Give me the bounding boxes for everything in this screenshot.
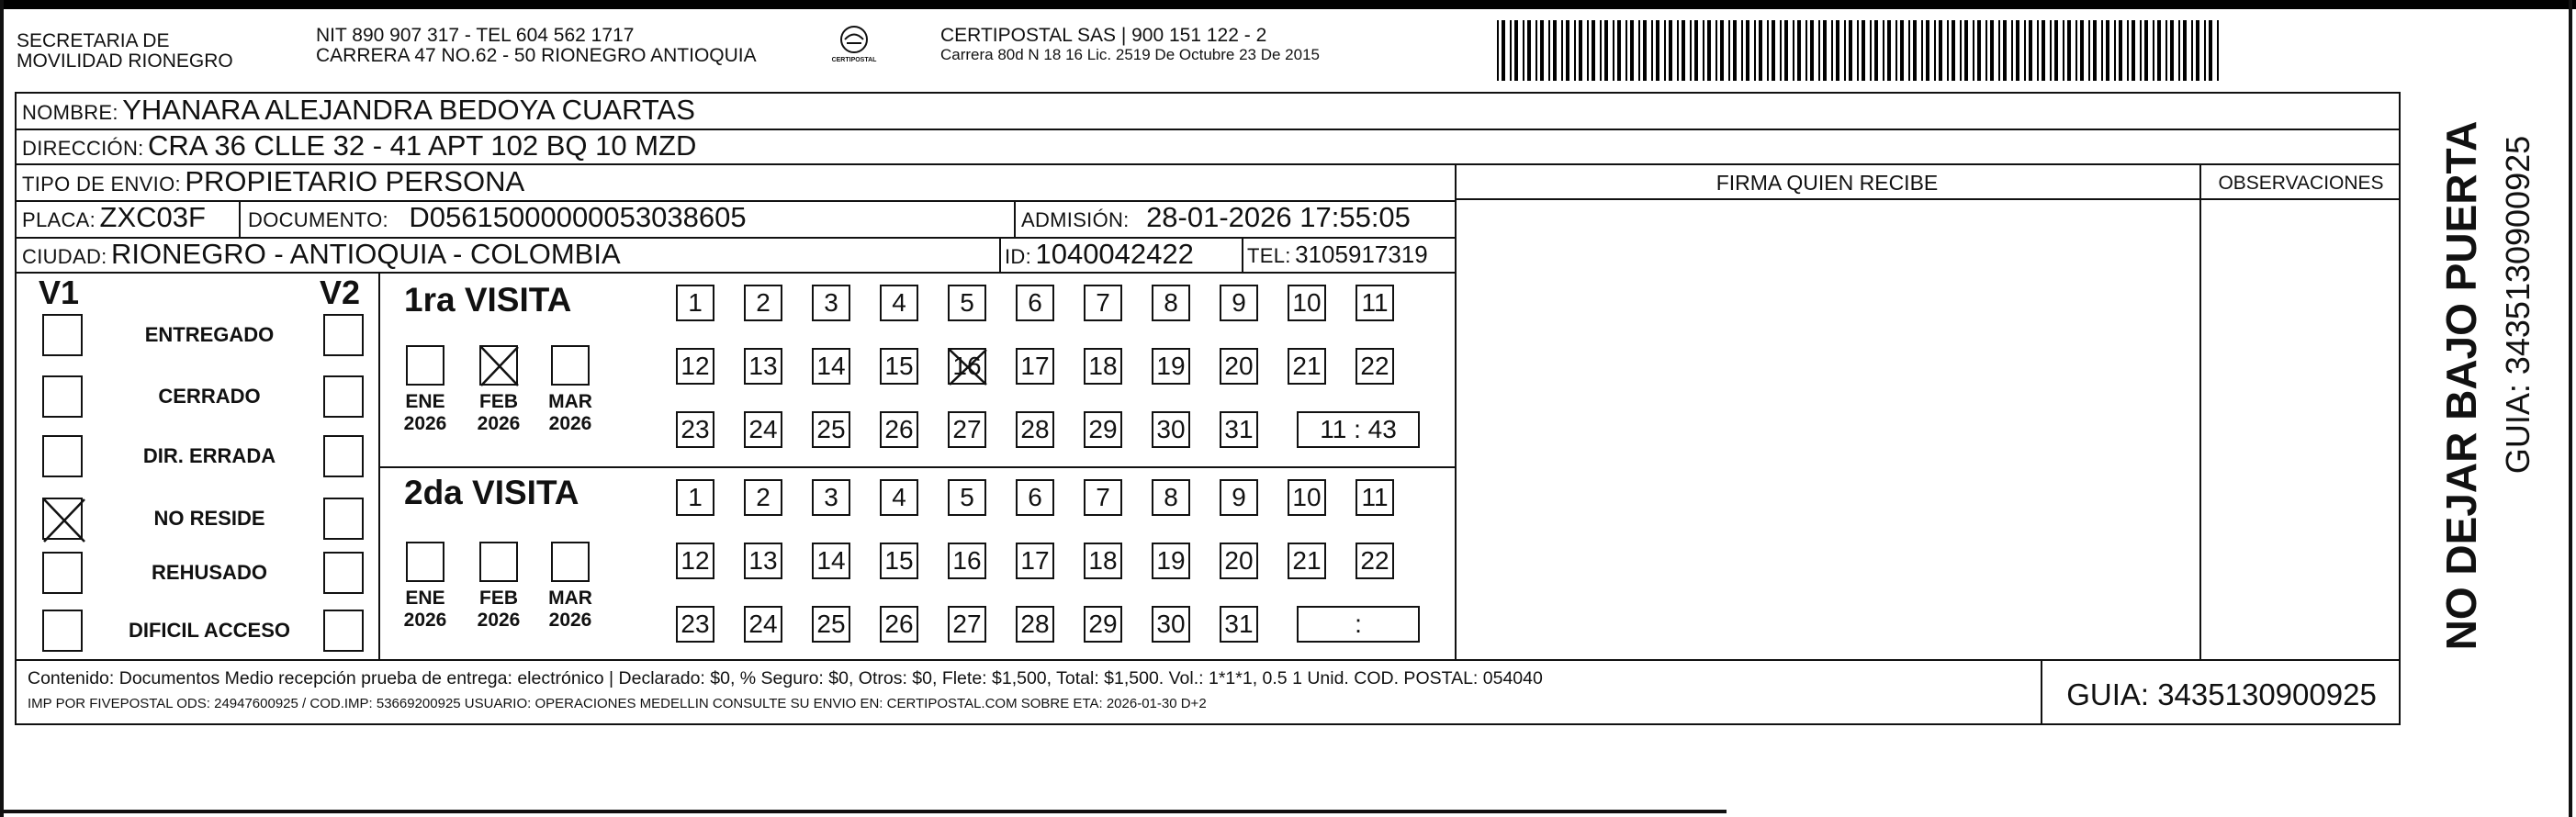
barcode-bar xyxy=(1566,20,1569,81)
day-box[interactable]: 16 xyxy=(948,348,986,385)
barcode-bar xyxy=(1772,20,1775,81)
barcode-bar xyxy=(1600,20,1602,81)
day-box[interactable]: 12 xyxy=(676,348,714,385)
barcode-bar xyxy=(1741,20,1743,81)
month-year: 2026 xyxy=(477,413,521,434)
month-year: 2026 xyxy=(548,413,592,434)
month-name: ENE xyxy=(405,391,445,412)
barcode-bar xyxy=(2042,20,2045,81)
tel-divider xyxy=(1242,237,1243,272)
barcode-bar xyxy=(1656,20,1659,81)
month-label xyxy=(467,588,531,632)
barcode-bar xyxy=(1535,20,1537,81)
ciudad-value: RIONEGRO - ANTIOQUIA - COLOMBIA xyxy=(111,238,621,270)
id-field xyxy=(1005,238,1194,271)
day-box[interactable]: 7 xyxy=(1084,479,1122,516)
barcode-bar xyxy=(2101,20,2103,81)
barcode-bar xyxy=(1540,20,1544,81)
barcode-bar xyxy=(2170,20,2174,81)
placa-value: ZXC03F xyxy=(99,201,206,233)
tipo-value: PROPIETARIO PERSONA xyxy=(185,165,525,197)
nombre-label: NOMBRE: xyxy=(22,101,118,124)
time-box[interactable]: : xyxy=(1297,606,1420,643)
barcode-bar xyxy=(1767,20,1769,81)
barcode-bar xyxy=(2054,20,2058,81)
barcode xyxy=(1497,20,2222,81)
barcode-bar xyxy=(1707,20,1711,81)
barcode-bar xyxy=(1677,20,1679,81)
day-box[interactable]: 19 xyxy=(1152,543,1190,579)
visit-divider xyxy=(378,466,1457,468)
v2-checkbox[interactable] xyxy=(323,498,364,540)
day-box[interactable]: 25 xyxy=(812,411,850,448)
barcode-bar xyxy=(2191,20,2193,81)
barcode-bar xyxy=(1604,20,1608,81)
barcode-bar xyxy=(1810,20,1814,81)
barcode-bar xyxy=(2132,20,2135,81)
day-box[interactable]: 31 xyxy=(1220,606,1258,643)
v1-checkbox[interactable] xyxy=(42,375,83,418)
day-box[interactable]: 3 xyxy=(812,285,850,321)
barcode-bar xyxy=(1587,20,1589,81)
tipo-label: TIPO DE ENVIO: xyxy=(22,173,181,196)
barcode-bar xyxy=(2003,20,2007,81)
day-box[interactable]: 14 xyxy=(812,348,850,385)
barcode-bar xyxy=(1728,20,1730,81)
month-checkbox[interactable] xyxy=(551,542,590,582)
barcode-bar xyxy=(2127,20,2129,81)
barcode-bar xyxy=(2106,20,2109,81)
month-checkbox[interactable] xyxy=(479,345,518,386)
barcode-bar xyxy=(2119,20,2122,81)
month-checkbox[interactable] xyxy=(406,542,444,582)
day-box[interactable]: 3 xyxy=(812,479,850,516)
day-box[interactable]: 15 xyxy=(880,543,918,579)
placa-divider xyxy=(239,200,241,237)
day-box[interactable]: 15 xyxy=(880,348,918,385)
barcode-bar xyxy=(2217,20,2219,81)
barcode-bar xyxy=(1844,20,1846,81)
v1-label: V1 xyxy=(39,274,80,311)
documento-field xyxy=(248,201,747,234)
v1-checkbox[interactable] xyxy=(42,435,83,477)
day-box[interactable]: 10 xyxy=(1288,285,1326,321)
top-edge xyxy=(0,0,2576,9)
org-contact: NIT 890 907 317 - TEL 604 562 1717 CARRERA 47 NO.62 - 50 RIONEGRO ANTIOQUIA xyxy=(316,25,757,66)
month-year: 2026 xyxy=(403,610,447,631)
barcode-bar xyxy=(1883,20,1884,81)
barcode-bar xyxy=(1651,20,1653,81)
barcode-bar xyxy=(2196,20,2199,81)
day-box[interactable]: 31 xyxy=(1220,411,1258,448)
documento-label: DOCUMENTO: xyxy=(248,208,388,231)
barcode-bar xyxy=(1527,20,1531,81)
check-mark-icon xyxy=(42,498,86,543)
firma-header: FIRMA QUIEN RECIBE xyxy=(1715,171,1939,195)
day-box[interactable]: 29 xyxy=(1084,411,1122,448)
barcode-bar xyxy=(1553,20,1557,81)
barcode-bar xyxy=(1592,20,1595,81)
barcode-bar xyxy=(1990,20,1994,81)
day-box[interactable]: 1 xyxy=(676,479,714,516)
day-box[interactable]: 13 xyxy=(744,348,782,385)
barcode-bar xyxy=(1690,20,1692,81)
v2-checkbox[interactable] xyxy=(323,552,364,594)
barcode-bar xyxy=(1831,20,1833,81)
month-checkbox[interactable] xyxy=(551,345,590,386)
direccion-value: CRA 36 CLLE 32 - 41 APT 102 BQ 10 MZD xyxy=(148,129,697,162)
tipo-row xyxy=(22,165,524,198)
day-box[interactable]: 29 xyxy=(1084,606,1122,643)
day-box[interactable]: 20 xyxy=(1220,543,1258,579)
month-name: ENE xyxy=(405,588,445,609)
month-label xyxy=(393,391,457,435)
barcode-bar xyxy=(1952,20,1955,81)
carrier-info: CERTIPOSTAL SAS | 900 151 122 - 2 Carrera 80d N 18 16 Lic. 2519 De Octubre 23 De 2015 xyxy=(940,25,1320,63)
day-box[interactable]: 6 xyxy=(1016,285,1054,321)
day-box[interactable]: 23 xyxy=(676,606,714,643)
barcode-bar xyxy=(2144,20,2148,81)
day-box[interactable]: 20 xyxy=(1220,348,1258,385)
barcode-bar xyxy=(1934,20,1936,81)
barcode-bar xyxy=(2204,20,2206,81)
barcode-bar xyxy=(1926,20,1929,81)
barcode-bar xyxy=(1908,20,1910,81)
barcode-bar xyxy=(1947,20,1949,81)
barcode-bar xyxy=(1870,20,1872,81)
id-label: ID: xyxy=(1005,245,1032,268)
day-box[interactable]: 4 xyxy=(880,479,918,516)
barcode-bar xyxy=(1985,20,1987,81)
admision-value: 28-01-2026 17:55:05 xyxy=(1146,201,1411,233)
barcode-bar xyxy=(1497,20,1499,81)
barcode-bar xyxy=(2029,20,2032,81)
month-label xyxy=(538,391,602,435)
barcode-bar xyxy=(1664,20,1666,81)
barcode-bar xyxy=(1913,20,1917,81)
barcode-bar xyxy=(1973,20,1974,81)
barcode-bar xyxy=(2075,20,2077,81)
barcode-bar xyxy=(1960,20,1962,81)
v2-checkbox[interactable] xyxy=(323,610,364,652)
day-box[interactable]: 4 xyxy=(880,285,918,321)
barcode-bar xyxy=(2093,20,2097,81)
side-guia: GUIA: 3435130900925 xyxy=(2499,135,2537,475)
day-box[interactable]: 17 xyxy=(1016,543,1054,579)
barcode-bar xyxy=(1805,20,1807,81)
day-box[interactable]: 28 xyxy=(1016,606,1054,643)
day-box[interactable]: 26 xyxy=(880,411,918,448)
day-box[interactable]: 24 xyxy=(744,606,782,643)
placa-label: PLACA: xyxy=(22,208,96,231)
barcode-bar xyxy=(1887,20,1891,81)
barcode-bar xyxy=(1754,20,1756,81)
day-box[interactable]: 2 xyxy=(744,285,782,321)
v2-checkbox[interactable] xyxy=(323,435,364,477)
barcode-bar xyxy=(1561,20,1563,81)
day-box[interactable]: 22 xyxy=(1355,348,1394,385)
admision-label: ADMISIÓN: xyxy=(1021,208,1130,231)
tel-label: TEL: xyxy=(1247,244,1291,267)
firma-signature-area[interactable] xyxy=(1457,200,2199,659)
ciudad-field xyxy=(22,238,621,271)
id-value: 1040042422 xyxy=(1035,238,1194,270)
tel-field xyxy=(1247,241,1428,269)
month-name: MAR xyxy=(548,588,592,609)
v2-checkbox[interactable] xyxy=(323,375,364,418)
day-box[interactable]: 9 xyxy=(1220,285,1258,321)
month-checkbox[interactable] xyxy=(479,542,518,582)
barcode-bar xyxy=(1998,20,2000,81)
barcode-bar xyxy=(1630,20,1634,81)
day-box[interactable]: 18 xyxy=(1084,348,1122,385)
barcode-bar xyxy=(1548,20,1550,81)
barcode-bar xyxy=(1900,20,1904,81)
day-box[interactable]: 18 xyxy=(1084,543,1122,579)
footer-imp: IMP POR FIVEPOSTAL ODS: 24947600925 / COD.IMP: 53669200925 USUARIO: OPERACIONES MEDELLIN CONSULTE SU ENVIO EN: CERTIPOSTAL.COM SOBRE ETA: 2026-01-30 D+2 xyxy=(28,696,1207,711)
barcode-bar xyxy=(1733,20,1737,81)
v1-checkbox[interactable] xyxy=(42,314,83,356)
day-box[interactable]: 13 xyxy=(744,543,782,579)
footer-divider xyxy=(15,659,2401,661)
day-box[interactable]: 27 xyxy=(948,411,986,448)
day-box[interactable]: 25 xyxy=(812,606,850,643)
admision-field xyxy=(1021,201,1411,234)
day-box[interactable]: 23 xyxy=(676,411,714,448)
barcode-bar xyxy=(1746,20,1749,81)
day-box[interactable]: 28 xyxy=(1016,411,1054,448)
month-name: FEB xyxy=(479,588,518,609)
month-label xyxy=(538,588,602,632)
barcode-bar xyxy=(1574,20,1576,81)
barcode-image xyxy=(1497,20,2222,81)
barcode-bar xyxy=(1836,20,1839,81)
month-label xyxy=(467,391,531,435)
barcode-bar xyxy=(2153,20,2154,81)
barcode-bar xyxy=(1874,20,1878,81)
barcode-bar xyxy=(1784,20,1788,81)
day-box[interactable]: 24 xyxy=(744,411,782,448)
bottom-edge xyxy=(0,810,1727,813)
day-box[interactable]: 26 xyxy=(880,606,918,643)
barcode-bar xyxy=(2183,20,2187,81)
day-box[interactable]: 21 xyxy=(1288,348,1326,385)
barcode-bar xyxy=(2165,20,2167,81)
day-box[interactable]: 5 xyxy=(948,479,986,516)
tel-value: 3105917319 xyxy=(1295,241,1428,268)
day-box[interactable]: 11 xyxy=(1355,285,1394,321)
day-box[interactable]: 5 xyxy=(948,285,986,321)
month-name: FEB xyxy=(479,391,518,412)
status-label: ENTREGADO xyxy=(144,323,275,346)
month-year: 2026 xyxy=(403,413,447,434)
side-warning: NO DEJAR BAJO PUERTA xyxy=(2437,120,2485,651)
barcode-bar xyxy=(1643,20,1647,81)
barcode-bar xyxy=(1818,20,1820,81)
carrier-logo: CERTIPOSTAL xyxy=(822,24,886,70)
barcode-bar xyxy=(2209,20,2212,81)
visit1-title: 1ra VISITA xyxy=(404,281,572,319)
barcode-bar xyxy=(1793,20,1794,81)
month-year: 2026 xyxy=(548,610,592,631)
barcode-bar xyxy=(2037,20,2039,81)
month-checkbox[interactable] xyxy=(406,345,444,386)
documento-value: D05615000000053038605 xyxy=(409,201,747,233)
day-box[interactable]: 11 xyxy=(1355,479,1394,516)
barcode-bar xyxy=(2016,20,2019,81)
barcode-bar xyxy=(2050,20,2052,81)
barcode-bar xyxy=(1720,20,1724,81)
left-edge xyxy=(0,0,4,817)
v1-checkbox[interactable] xyxy=(42,498,83,540)
day-box[interactable]: 7 xyxy=(1084,285,1122,321)
v1-checkbox[interactable] xyxy=(42,610,83,652)
day-box[interactable]: 10 xyxy=(1288,479,1326,516)
barcode-bar xyxy=(2024,20,2026,81)
barcode-bar xyxy=(1939,20,1942,81)
observaciones-area[interactable] xyxy=(2201,200,2401,659)
barcode-bar xyxy=(1703,20,1704,81)
barcode-bar xyxy=(1613,20,1614,81)
barcode-bar xyxy=(2140,20,2142,81)
direccion-row xyxy=(22,129,696,162)
barcode-bar xyxy=(1579,20,1582,81)
check-mark-icon xyxy=(479,345,520,387)
barcode-bar xyxy=(2067,20,2071,81)
org-name: SECRETARIA DE MOVILIDAD RIONEGRO xyxy=(17,30,233,72)
visit2-title: 2da VISITA xyxy=(404,474,579,511)
barcode-bar xyxy=(1964,20,1968,81)
placa-field xyxy=(22,201,206,234)
day-box[interactable]: 17 xyxy=(1016,348,1054,385)
observaciones-header: OBSERVACIONES xyxy=(2218,173,2384,194)
barcode-bar xyxy=(1502,20,1505,81)
barcode-bar xyxy=(2157,20,2161,81)
day-box[interactable]: 21 xyxy=(1288,543,1326,579)
day-box[interactable]: 30 xyxy=(1152,411,1190,448)
barcode-bar xyxy=(1797,20,1801,81)
day-box[interactable]: 1 xyxy=(676,285,714,321)
id-divider xyxy=(999,237,1001,272)
day-box[interactable]: 2 xyxy=(744,479,782,516)
day-box[interactable]: 16 xyxy=(948,543,986,579)
barcode-bar xyxy=(1895,20,1897,81)
barcode-bar xyxy=(1921,20,1923,81)
month-name: MAR xyxy=(548,391,592,412)
barcode-bar xyxy=(1849,20,1852,81)
month-year: 2026 xyxy=(477,610,521,631)
barcode-bar xyxy=(2080,20,2084,81)
day-box[interactable]: 8 xyxy=(1152,285,1190,321)
status-label: CERRADO xyxy=(158,385,261,408)
day-box[interactable]: 30 xyxy=(1152,606,1190,643)
barcode-bar xyxy=(1715,20,1717,81)
footer-guia: GUIA: 3435130900925 xyxy=(2066,677,2377,711)
barcode-bar xyxy=(1617,20,1621,81)
v2-checkbox[interactable] xyxy=(323,314,364,356)
barcode-bar xyxy=(1510,20,1512,81)
right-edge xyxy=(2569,0,2572,817)
admision-divider xyxy=(1014,200,1016,237)
barcode-bar xyxy=(1857,20,1859,81)
barcode-bar xyxy=(2011,20,2013,81)
barcode-bar xyxy=(1694,20,1698,81)
v2-label: V2 xyxy=(320,274,361,311)
status-label: NO RESIDE xyxy=(153,507,265,530)
barcode-bar xyxy=(1977,20,1981,81)
status-label: REHUSADO xyxy=(152,561,267,584)
check-mark-icon xyxy=(948,348,988,386)
barcode-bar xyxy=(1514,20,1518,81)
barcode-bar xyxy=(1625,20,1627,81)
day-box[interactable]: 12 xyxy=(676,543,714,579)
barcode-bar xyxy=(1682,20,1685,81)
day-box[interactable]: 6 xyxy=(1016,479,1054,516)
status-label: DIFICIL ACCESO xyxy=(128,619,290,642)
day-box[interactable]: 22 xyxy=(1355,543,1394,579)
time-box[interactable]: 11 : 43 xyxy=(1297,411,1420,448)
barcode-bar xyxy=(1759,20,1762,81)
barcode-bar xyxy=(2178,20,2180,81)
barcode-bar xyxy=(2063,20,2064,81)
barcode-bar xyxy=(1523,20,1524,81)
day-box[interactable]: 8 xyxy=(1152,479,1190,516)
status-label: DIR. ERRADA xyxy=(142,444,276,467)
nombre-row xyxy=(22,94,695,127)
barcode-bar xyxy=(1862,20,1865,81)
barcode-bar xyxy=(1780,20,1782,81)
ciudad-label: CIUDAD: xyxy=(22,245,107,268)
nombre-value: YHANARA ALEJANDRA BEDOYA CUARTAS xyxy=(122,94,695,126)
barcode-bar xyxy=(1638,20,1640,81)
direccion-label: DIRECCIÓN: xyxy=(22,137,144,160)
row-divider xyxy=(15,272,1457,274)
day-box[interactable]: 19 xyxy=(1152,348,1190,385)
day-box[interactable]: 27 xyxy=(948,606,986,643)
month-label xyxy=(393,588,457,632)
barcode-bar xyxy=(2114,20,2116,81)
barcode-bar xyxy=(1669,20,1672,81)
barcode-bar xyxy=(2088,20,2090,81)
v1-checkbox[interactable] xyxy=(42,552,83,594)
footer-contenido: Contenido: Documentos Medio recepción prueba de entrega: electrónico | Declarado: $0, % Seguro: $0, Otros: $0, Flete: $1,500, Total: $1,500. Vol.: 1*1*1, 0.5 1 Unid. COD. POSTAL: 054040 xyxy=(28,668,1543,688)
day-box[interactable]: 14 xyxy=(812,543,850,579)
day-box[interactable]: 9 xyxy=(1220,479,1258,516)
barcode-bar xyxy=(1823,20,1827,81)
